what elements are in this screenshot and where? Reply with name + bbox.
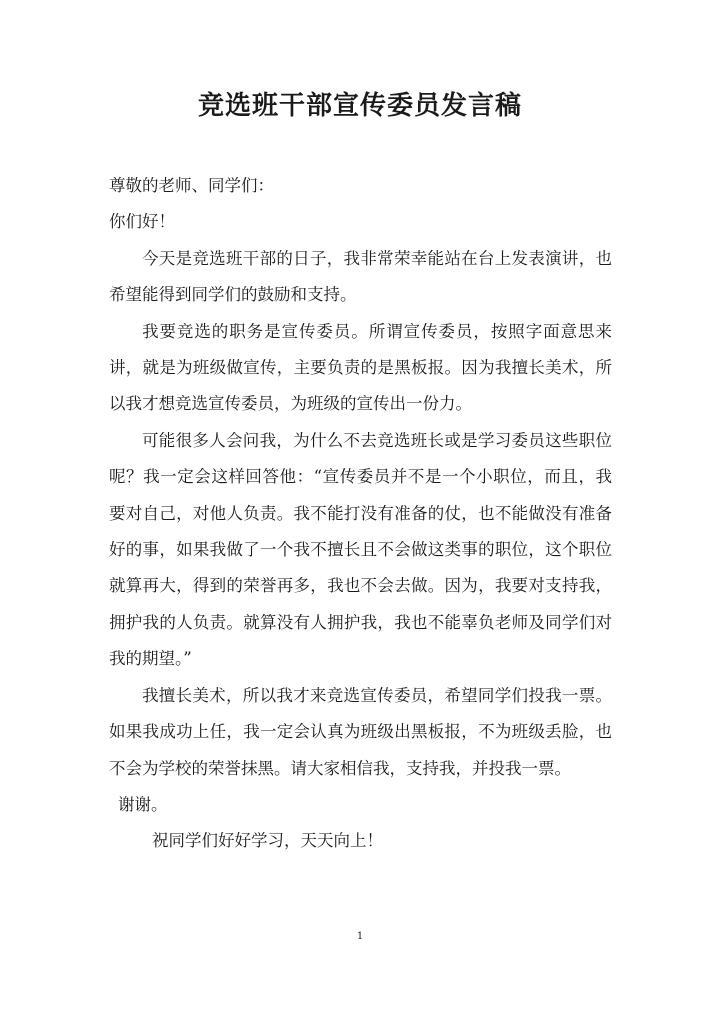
paragraph: 我擅长美术，所以我才来竞选宣传委员，希望同学们投我一票。如果我成功上任，我一定会认真为班级出黑板报，不为班级丢脸，也不会为学校的荣誉抹黑。请大家相信我，支持我，并投我一票。 (109, 685, 612, 778)
salutation: 尊敬的老师、同学们： (109, 176, 274, 195)
document-body (109, 168, 612, 860)
paragraph: 可能很多人会问我，为什么不去竞选班长或是学习委员这些职位呢？我一定会这样回答他：“宣传委员并不是一个小职位，而且，我要对自己，对他人负责。我不能打没有准备的仗，也不能做没有准备好的事，如果我做了一个我不擅长且不会做这类事的职位，这个职位就算再大，得到的荣誉再多，我也不会去做。因为，我要对支持我，拥护我的人负责。就算没有人拥护我，我也不能辜负老师及同学们对我的期望。” (109, 430, 612, 669)
page-title: 竞选班干部宣传委员发言稿 (197, 91, 522, 121)
thanks-line: 谢谢。 (118, 794, 168, 814)
paragraph: 今天是竞选班干部的日子，我非常荣幸能站在台上发表演讲，也希望能得到同学们的鼓励和支持。 (109, 248, 612, 305)
closing-wish: 祝同学们好好学习，天天向上！ (152, 831, 383, 851)
paragraph: 我要竞选的职务是宣传委员。所谓宣传委员，按照字面意思来讲，就是为班级做宣传，主要负责的是黑板报。因为我擅长美术，所以我才想竞选宣传委员，为班级的宣传出一份力。 (109, 321, 612, 414)
page-number: 1 (356, 931, 364, 942)
greeting: 你们好！ (109, 212, 175, 232)
